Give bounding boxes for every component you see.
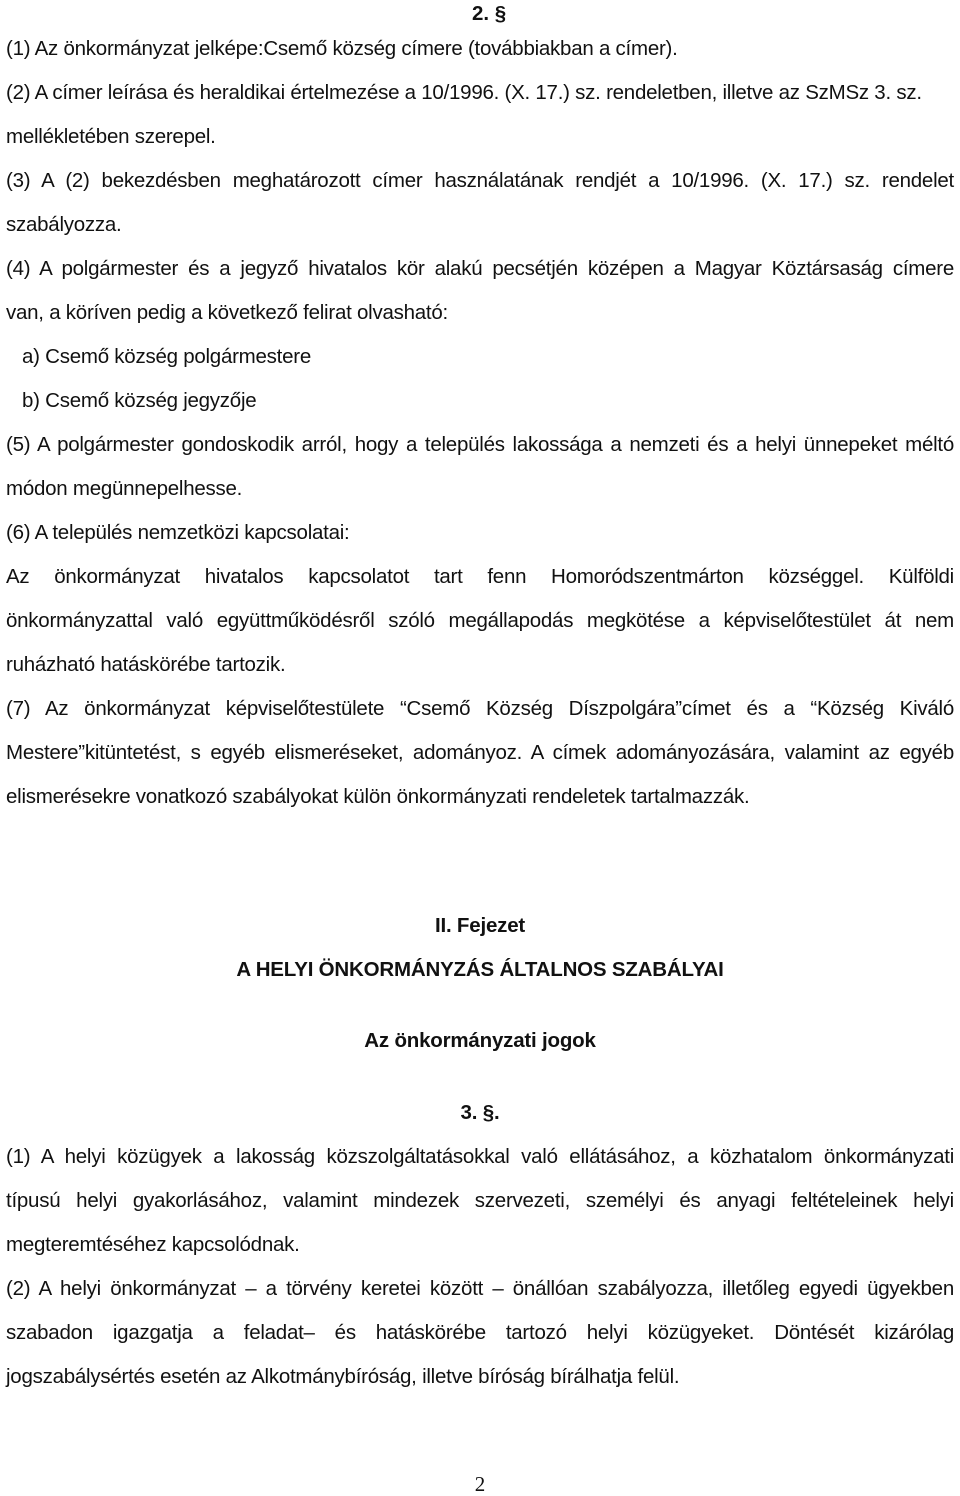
s2-line-2: (2) A címer leírása és heraldikai értelmezése a 10/1996. (X. 17.) sz. rendeletben, illetve az SzMSz 3. sz. <box>6 81 922 104</box>
s2-line-18: elismerésekre vonatkozó szabályokat külön önkormányzati rendeletek tartalmazzák. <box>6 785 750 808</box>
s2-line-1: (1) Az önkormányzat jelképe:Csemő község címere (továbbiakban a címer). <box>6 37 678 60</box>
s2-line-7: van, a köríven pedig a következő felirat olvasható: <box>6 301 448 324</box>
section-3-heading: 3. §. <box>460 1101 500 1124</box>
s2-line-8: a) Csemő község polgármestere <box>22 345 311 368</box>
section-2-heading: 2. § <box>472 2 507 25</box>
s3-line-4: (2) A helyi önkormányzat – a törvény keretei között – önállóan szabályozza, illetőleg egyedi ügyekben <box>6 1277 954 1300</box>
s2-line-6: (4) A polgármester és a jegyző hivatalos kör alakú pecsétjén középen a Magyar Köztársaság címere <box>6 257 954 280</box>
s2-line-17: Mestere”kitüntetést, s egyéb elismeréseket, adományoz. A címek adományozására, valamint az egyéb <box>6 741 954 764</box>
s2-line-10: (5) A polgármester gondoskodik arról, hogy a település lakossága a nemzeti és a helyi ünnepeket méltó <box>6 433 954 456</box>
s2-line-11: módon megünnepelhesse. <box>6 477 243 500</box>
s3-line-2: típusú helyi gyakorlásához, valamint mindezek szervezeti, személyi és anyagi feltételeinek helyi <box>6 1189 954 1212</box>
s2-line-14: önkormányzattal való együttműködésről szóló megállapodás megkötése a képviselőtestület át nem <box>6 609 954 632</box>
s3-line-6: jogszabálysértés esetén az Alkotmánybíróság, illetve bíróság bírálhatja felül. <box>6 1365 680 1388</box>
chapter-title: A HELYI ÖNKORMÁNYZÁS ÁLTALNOS SZABÁLYAI <box>236 958 724 981</box>
s2-line-16: (7) Az önkormányzat képviselőtestülete “Csemő Község Díszpolgára”címet és a “Község Kiváló <box>6 697 954 720</box>
s2-line-13: Az önkormányzat hivatalos kapcsolatot tart fenn Homoródszentmárton községgel. Külföldi <box>6 565 954 588</box>
s3-line-5: szabadon igazgatja a feladat– és hatáskörébe tartozó helyi közügyeket. Döntését kizárólag <box>6 1321 954 1344</box>
s2-line-15: ruházható hatáskörébe tartozik. <box>6 653 286 676</box>
chapter-number: II. Fejezet <box>434 914 526 937</box>
s3-line-1: (1) A helyi közügyek a lakosság közszolgáltatásokkal való ellátásához, a közhatalom önkormányzati <box>6 1145 954 1168</box>
s2-line-12: (6) A település nemzetközi kapcsolatai: <box>6 521 350 544</box>
s3-line-3: megteremtéséhez kapcsolódnak. <box>6 1233 300 1256</box>
s2-line-3: mellékletében szerepel. <box>6 125 216 148</box>
chapter-subtitle: Az önkormányzati jogok <box>364 1029 596 1052</box>
s2-line-5: szabályozza. <box>6 213 122 236</box>
s2-line-9: b) Csemő község jegyzője <box>22 389 257 412</box>
s2-line-4: (3) A (2) bekezdésben meghatározott címer használatának rendjét a 10/1996. (X. 17.) sz. rendelet <box>6 169 954 192</box>
page-number: 2 <box>474 1472 486 1496</box>
